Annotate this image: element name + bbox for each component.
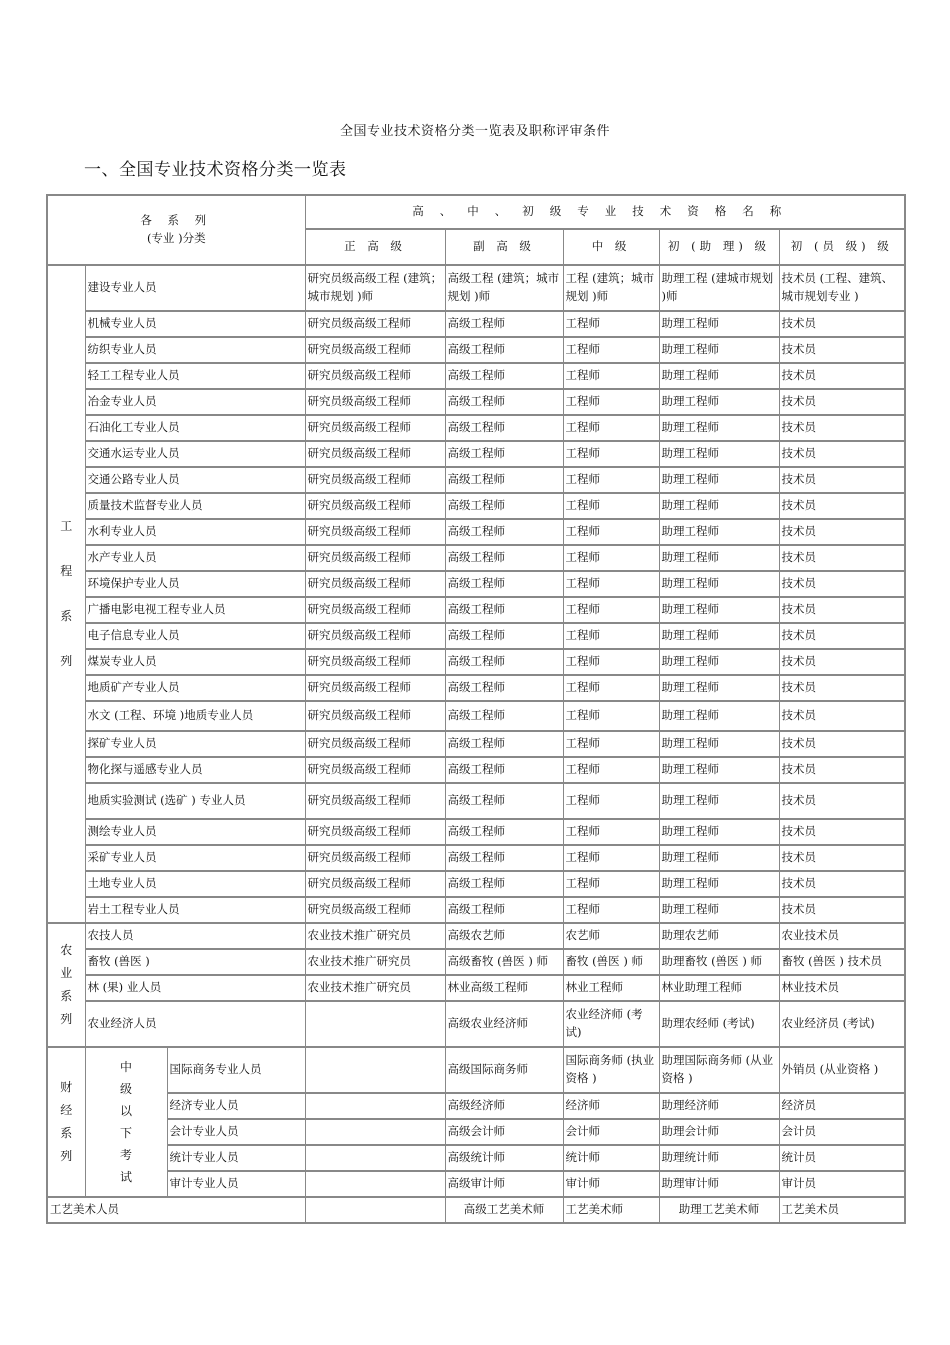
table-row: [47, 389, 905, 415]
title-fu: 高级经济师: [445, 1093, 563, 1119]
title-fu: 林业高级工程师: [445, 975, 563, 1001]
title-yuan: 技术员: [779, 731, 905, 757]
table-row: [47, 597, 905, 623]
title-yuan: 技术员: [779, 389, 905, 415]
title-zheng: [305, 1119, 445, 1145]
title-fu: 高级工程师: [445, 701, 563, 731]
profession-name: 机械专业人员: [85, 311, 305, 337]
table-row: [47, 265, 905, 311]
title-zhuli: 助理工程师: [659, 623, 779, 649]
header-level-yuan: 初 (员 级) 级: [779, 229, 905, 265]
title-yuan: 技术员: [779, 819, 905, 845]
table-row: [47, 757, 905, 783]
profession-name: 林 (果) 业人员: [85, 975, 305, 1001]
title-fu: 高级工程师: [445, 493, 563, 519]
table-row: [47, 311, 905, 337]
title-fu: 高级工程师: [445, 597, 563, 623]
table-row: [47, 1197, 905, 1223]
title-fu: 高级工程师: [445, 389, 563, 415]
title-fu: 高级会计师: [445, 1119, 563, 1145]
title-zheng: 研究员级高级工程师: [305, 519, 445, 545]
title-yuan: 技术员: [779, 311, 905, 337]
title-zhong: 工艺美术师: [563, 1197, 659, 1223]
title-zhuli: 助理国际商务师 (从业资格 ): [659, 1047, 779, 1093]
title-zhuli: 助理工程师: [659, 493, 779, 519]
title-fu: 高级工程师: [445, 545, 563, 571]
title-zhong: 工程师: [563, 597, 659, 623]
title-zhong: 林业工程师: [563, 975, 659, 1001]
title-zhuli: 助理畜牧 (兽医 ) 师: [659, 949, 779, 975]
title-fu: 高级农业经济师: [445, 1001, 563, 1047]
title-fu: 高级畜牧 (兽医 ) 师: [445, 949, 563, 975]
table-row: [47, 897, 905, 923]
profession-name: 工艺美术人员: [47, 1197, 305, 1223]
document-title: 全国专业技术资格分类一览表及职称评审条件: [339, 124, 610, 139]
title-zhong: 畜牧 (兽医 ) 师: [563, 949, 659, 975]
title-zheng: 研究员级高级工程师: [305, 897, 445, 923]
title-zheng: 研究员级高级工程师: [305, 783, 445, 819]
title-zhong: 工程 (建筑；城市规划 )师: [563, 265, 659, 311]
title-fu: 高级工程师: [445, 871, 563, 897]
title-yuan: 技术员: [779, 571, 905, 597]
title-zhuli: 助理工程师: [659, 845, 779, 871]
title-zheng: 研究员级高级工程师: [305, 337, 445, 363]
table-row: [47, 649, 905, 675]
title-yuan: 技术员: [779, 871, 905, 897]
profession-name: 土地专业人员: [85, 871, 305, 897]
title-zheng: 研究员级高级工程师: [305, 845, 445, 871]
title-zhong: 工程师: [563, 493, 659, 519]
title-zhuli: 林业助理工程师: [659, 975, 779, 1001]
title-yuan: 林业技术员: [779, 975, 905, 1001]
header-level-zhuli: 初 (助 理) 级: [659, 229, 779, 265]
profession-name: 探矿专业人员: [85, 731, 305, 757]
title-yuan: 技术员: [779, 519, 905, 545]
table-row: [47, 1119, 905, 1145]
table-row: [47, 819, 905, 845]
title-zheng: [305, 1093, 445, 1119]
title-yuan: 技术员: [779, 467, 905, 493]
title-yuan: 农业技术员: [779, 923, 905, 949]
title-fu: 高级工程师: [445, 441, 563, 467]
header-series-line1: 各 系 列: [140, 213, 213, 228]
title-yuan: 技术员: [779, 845, 905, 871]
table-row: [47, 783, 905, 819]
title-yuan: 技术员: [779, 675, 905, 701]
profession-name: 广播电影电视工程专业人员: [85, 597, 305, 623]
table-row: [47, 571, 905, 597]
title-fu: 高级工程师: [445, 623, 563, 649]
profession-name: 石油化工专业人员: [85, 415, 305, 441]
title-yuan: 技术员: [779, 597, 905, 623]
title-zhong: 审计师: [563, 1171, 659, 1197]
title-yuan: 技术员: [779, 337, 905, 363]
title-zhong: 农艺师: [563, 923, 659, 949]
profession-name: 轻工工程专业人员: [85, 363, 305, 389]
title-fu: 高级工程师: [445, 415, 563, 441]
title-fu: 高级工程师: [445, 311, 563, 337]
title-yuan: 技术员: [779, 441, 905, 467]
title-yuan: 技术员: [779, 757, 905, 783]
title-zhong: 工程师: [563, 845, 659, 871]
title-fu: 高级工程 (建筑；城市规划 )师: [445, 265, 563, 311]
header-group-label: 高、中、初级专业技术资格名称: [305, 195, 905, 229]
title-zheng: 研究员级高级工程师: [305, 757, 445, 783]
header-level-fu: 副 高 级: [445, 229, 563, 265]
header-level-zheng: 正 高 级: [305, 229, 445, 265]
profession-name: 采矿专业人员: [85, 845, 305, 871]
title-zhuli: 助理工程师: [659, 337, 779, 363]
title-zheng: 研究员级高级工程师: [305, 597, 445, 623]
title-zheng: 研究员级高级工程师: [305, 467, 445, 493]
title-zhuli: 助理经济师: [659, 1093, 779, 1119]
title-zhong: 工程师: [563, 441, 659, 467]
title-zheng: 研究员级高级工程师: [305, 389, 445, 415]
profession-name: 国际商务专业人员: [167, 1047, 305, 1093]
title-fu: 高级国际商务师: [445, 1047, 563, 1093]
title-zhuli: 助理工程师: [659, 819, 779, 845]
table-row: [47, 363, 905, 389]
title-zhong: 工程师: [563, 311, 659, 337]
title-zheng: 研究员级高级工程师: [305, 649, 445, 675]
title-fu: 高级工程师: [445, 571, 563, 597]
table-row: [47, 845, 905, 871]
title-zheng: 研究员级高级工程师: [305, 493, 445, 519]
title-zheng: [305, 1197, 445, 1223]
title-zhong: 工程师: [563, 337, 659, 363]
title-yuan: 技术员: [779, 493, 905, 519]
title-zhong: 会计师: [563, 1119, 659, 1145]
title-fu: 高级统计师: [445, 1145, 563, 1171]
title-zhuli: 助理工程师: [659, 783, 779, 819]
title-zhuli: 助理工程师: [659, 311, 779, 337]
title-zheng: 研究员级高级工程师: [305, 311, 445, 337]
profession-name: 统计专业人员: [167, 1145, 305, 1171]
title-zheng: [305, 1001, 445, 1047]
profession-name: 地质实验测试 (选矿 ) 专业人员: [85, 783, 305, 819]
title-fu: 高级工艺美术师: [445, 1197, 563, 1223]
title-zhong: 工程师: [563, 649, 659, 675]
profession-name: 审计专业人员: [167, 1171, 305, 1197]
profession-name: 会计专业人员: [167, 1119, 305, 1145]
title-zhuli: 助理工程师: [659, 441, 779, 467]
profession-name: 冶金专业人员: [85, 389, 305, 415]
table-row: [47, 337, 905, 363]
table-row: [47, 519, 905, 545]
table-row: [47, 415, 905, 441]
title-zhong: 工程师: [563, 389, 659, 415]
profession-name: 水利专业人员: [85, 519, 305, 545]
title-yuan: 技术员: [779, 701, 905, 731]
title-zheng: 研究员级高级工程师: [305, 441, 445, 467]
table-row: [47, 1047, 905, 1093]
title-zhuli: 助理工艺美术师: [659, 1197, 779, 1223]
title-yuan: 技术员: [779, 783, 905, 819]
title-zhuli: 助理工程师: [659, 675, 779, 701]
title-zhong: 工程师: [563, 871, 659, 897]
title-fu: 高级工程师: [445, 783, 563, 819]
title-yuan: 审计员: [779, 1171, 905, 1197]
title-yuan: 外销员 (从业资格 ): [779, 1047, 905, 1093]
title-yuan: 技术员: [779, 415, 905, 441]
title-yuan: 技术员: [779, 897, 905, 923]
profession-name: 环境保护专业人员: [85, 571, 305, 597]
section-heading: 一、全国专业技术资格分类一览表: [84, 160, 347, 180]
profession-name: 畜牧 (兽医 ): [85, 949, 305, 975]
title-yuan: 技术员 (工程、建筑、城市规划专业 ): [779, 265, 905, 311]
header-level-zhong: 中 级: [563, 229, 659, 265]
title-zhong: 工程师: [563, 783, 659, 819]
profession-name: 电子信息专业人员: [85, 623, 305, 649]
table-row: [47, 701, 905, 731]
title-zhong: 工程师: [563, 363, 659, 389]
title-yuan: 会计员: [779, 1119, 905, 1145]
title-zhuli: 助理工程师: [659, 519, 779, 545]
profession-name: 物化探与遥感专业人员: [85, 757, 305, 783]
title-zhong: 工程师: [563, 545, 659, 571]
profession-name: 地质矿产专业人员: [85, 675, 305, 701]
title-zhong: 工程师: [563, 819, 659, 845]
finance-exam-note: 中级以下考试: [85, 1047, 167, 1197]
title-zhong: 国际商务师 (执业资格 ): [563, 1047, 659, 1093]
table-row: [47, 949, 905, 975]
title-zhuli: 助理会计师: [659, 1119, 779, 1145]
table-row: [47, 1093, 905, 1119]
title-zhuli: 助理工程师: [659, 897, 779, 923]
profession-name: 农业经济人员: [85, 1001, 305, 1047]
title-zheng: 研究员级高级工程师: [305, 701, 445, 731]
title-zheng: 研究员级高级工程 (建筑；城市规划 )师: [305, 265, 445, 311]
title-zhuli: 助理工程师: [659, 649, 779, 675]
header-series-line2: (专业 )分类: [146, 231, 206, 245]
profession-name: 交通水运专业人员: [85, 441, 305, 467]
title-fu: 高级工程师: [445, 845, 563, 871]
title-zhuli: 助理工程师: [659, 597, 779, 623]
title-zhuli: 助理审计师: [659, 1171, 779, 1197]
title-zhuli: 助理工程师: [659, 701, 779, 731]
title-fu: 高级工程师: [445, 363, 563, 389]
title-zhuli: 助理工程师: [659, 467, 779, 493]
title-zhuli: 助理工程师: [659, 363, 779, 389]
title-zhuli: 助理工程师: [659, 757, 779, 783]
title-zheng: [305, 1171, 445, 1197]
table-row: [47, 467, 905, 493]
title-zhuli: 助理农经师 (考试): [659, 1001, 779, 1047]
title-zhong: 工程师: [563, 701, 659, 731]
series-label-agriculture: 农业系列: [47, 923, 85, 1047]
profession-name: 交通公路专业人员: [85, 467, 305, 493]
profession-name: 建设专业人员: [85, 265, 305, 311]
title-zhuli: 助理工程师: [659, 545, 779, 571]
profession-name: 水文 (工程、环境 )地质专业人员: [85, 701, 305, 731]
series-label-finance: 财经系列: [47, 1047, 85, 1197]
profession-name: 水产专业人员: [85, 545, 305, 571]
title-zhuli: 助理农艺师: [659, 923, 779, 949]
title-zheng: 研究员级高级工程师: [305, 819, 445, 845]
title-zhong: 工程师: [563, 757, 659, 783]
title-yuan: 经济员: [779, 1093, 905, 1119]
title-yuan: 技术员: [779, 545, 905, 571]
table-row: [47, 441, 905, 467]
title-fu: 高级工程师: [445, 675, 563, 701]
profession-name: 测绘专业人员: [85, 819, 305, 845]
title-fu: 高级工程师: [445, 467, 563, 493]
profession-name: 经济专业人员: [167, 1093, 305, 1119]
table-row: [47, 1171, 905, 1197]
table-row: [47, 493, 905, 519]
title-fu: 高级工程师: [445, 337, 563, 363]
title-zheng: 研究员级高级工程师: [305, 571, 445, 597]
header-series-cell: [47, 195, 305, 265]
title-zhong: 工程师: [563, 415, 659, 441]
table-row: [47, 975, 905, 1001]
title-zhuli: 助理工程师: [659, 871, 779, 897]
title-yuan: 畜牧 (兽医 ) 技术员: [779, 949, 905, 975]
title-zhong: 工程师: [563, 571, 659, 597]
title-zheng: [305, 1145, 445, 1171]
title-fu: 高级工程师: [445, 519, 563, 545]
qualification-table: [46, 194, 906, 1224]
profession-name: 农技人员: [85, 923, 305, 949]
title-zhuli: 助理工程师: [659, 571, 779, 597]
title-zhong: 工程师: [563, 519, 659, 545]
table-row: [47, 871, 905, 897]
series-label-engineering: 工程系列: [47, 265, 85, 923]
title-yuan: 技术员: [779, 623, 905, 649]
title-zhong: 经济师: [563, 1093, 659, 1119]
title-zheng: 研究员级高级工程师: [305, 731, 445, 757]
table-row: [47, 675, 905, 701]
title-zhuli: 助理工程师: [659, 389, 779, 415]
title-zheng: 研究员级高级工程师: [305, 623, 445, 649]
table-row: [47, 923, 905, 949]
title-zhuli: 助理工程 (建城市规划 )师: [659, 265, 779, 311]
table-row: [47, 1001, 905, 1047]
title-fu: 高级工程师: [445, 757, 563, 783]
title-zheng: 农业技术推广研究员: [305, 975, 445, 1001]
table-row: [47, 545, 905, 571]
title-zhong: 农业经济师 (考试): [563, 1001, 659, 1047]
title-zheng: 农业技术推广研究员: [305, 923, 445, 949]
profession-name: 岩土工程专业人员: [85, 897, 305, 923]
title-yuan: 技术员: [779, 363, 905, 389]
title-fu: 高级农艺师: [445, 923, 563, 949]
table-row: [47, 1145, 905, 1171]
title-zhong: 工程师: [563, 623, 659, 649]
title-fu: 高级工程师: [445, 731, 563, 757]
title-yuan: 农业经济员 (考试): [779, 1001, 905, 1047]
title-zheng: 研究员级高级工程师: [305, 675, 445, 701]
title-zhong: 工程师: [563, 467, 659, 493]
title-zhong: 工程师: [563, 897, 659, 923]
title-zhong: 工程师: [563, 675, 659, 701]
title-zheng: 研究员级高级工程师: [305, 545, 445, 571]
title-fu: 高级审计师: [445, 1171, 563, 1197]
title-zhong: 统计师: [563, 1145, 659, 1171]
title-zheng: 研究员级高级工程师: [305, 363, 445, 389]
profession-name: 纺织专业人员: [85, 337, 305, 363]
profession-name: 煤炭专业人员: [85, 649, 305, 675]
title-zheng: [305, 1047, 445, 1093]
title-zheng: 农业技术推广研究员: [305, 949, 445, 975]
title-zhuli: 助理统计师: [659, 1145, 779, 1171]
title-fu: 高级工程师: [445, 819, 563, 845]
profession-name: 质量技术监督专业人员: [85, 493, 305, 519]
title-zheng: 研究员级高级工程师: [305, 415, 445, 441]
table-row: [47, 731, 905, 757]
title-yuan: 工艺美术员: [779, 1197, 905, 1223]
title-zheng: 研究员级高级工程师: [305, 871, 445, 897]
title-zhong: 工程师: [563, 731, 659, 757]
title-yuan: 技术员: [779, 649, 905, 675]
table-row: [47, 623, 905, 649]
title-zhuli: 助理工程师: [659, 731, 779, 757]
title-fu: 高级工程师: [445, 897, 563, 923]
title-yuan: 统计员: [779, 1145, 905, 1171]
title-fu: 高级工程师: [445, 649, 563, 675]
title-zhuli: 助理工程师: [659, 415, 779, 441]
